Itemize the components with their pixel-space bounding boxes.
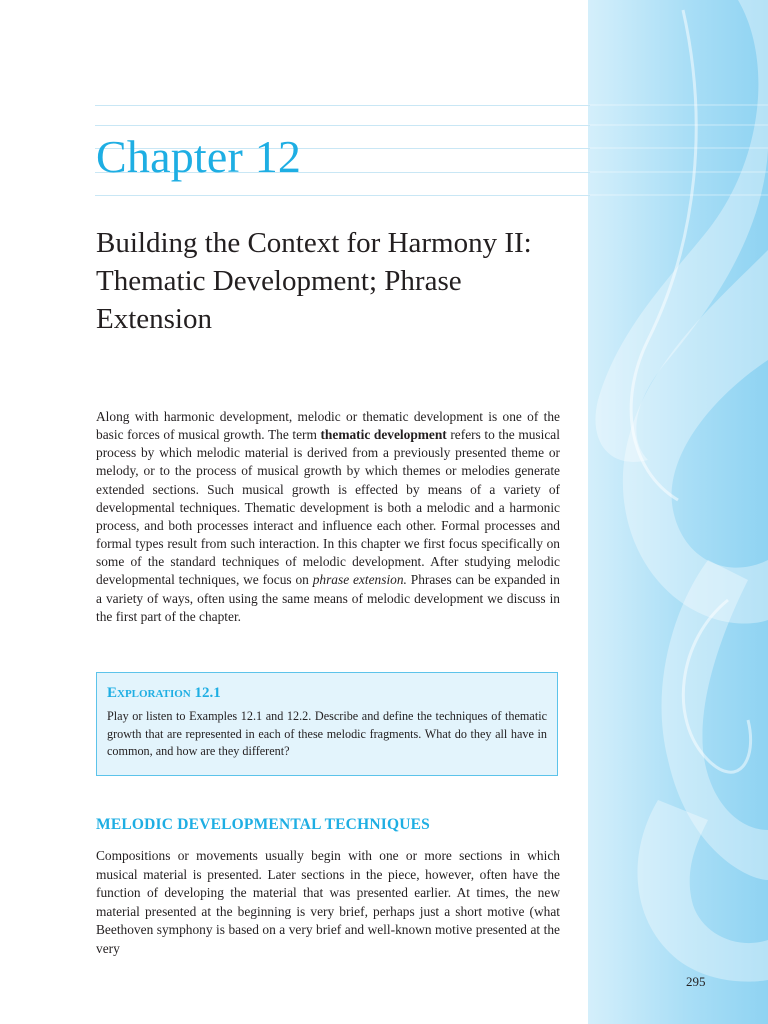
page-number: 295 [686,974,706,989]
key-term: thematic development [320,427,447,443]
treble-clef-graphic [588,0,768,1024]
intro-text-1: Along with harmonic development, melodic or thematic development is one of the basic forces of musical growth. The term [96,409,560,443]
exploration-number: 12.1 [194,685,221,701]
intro-paragraph [96,408,560,626]
chapter-title: Chapter 12 [96,131,302,182]
section-heading: MELODIC DEVELOPMENTAL TECHNIQUES [96,816,430,833]
exploration-box [96,672,558,776]
decorative-side-band [588,0,768,1024]
chapter-subtitle: Building the Context for Harmony II: Thematic Development; Phrase Extension [96,227,532,335]
intro-text-3: Phrases can be expanded in a variety of ways, often using the same means of melodic development we discuss in the first part of the chapter. [96,572,560,624]
section-paragraph: Compositions or movements usually begin with one or more sections in which musical material is presented. Later sections in the piece, however, often have the function of developing the material that was presented earlier. At times, the new material presented at the beginning is very brief, perhaps just a short motive (what Beethoven symphony is based on a very brief and well-known motive presented at the very [96,848,560,956]
intro-text-2: refers to the musical process by which melodic material is derived from a previously presented theme or melody, or to the process of musical growth by which themes or melodies generate extended sections. Such musical growth is effected by means of a variety of developmental techniques. Thematic development is both a melodic and a harmonic process, and both processes interact and influence each other. Formal processes and formal types result from such interaction. In this chapter we first focus specifically on some of the standard techniques of melodic development. After studying melodic developmental techniques, we focus on [96,427,560,588]
exploration-title [107,685,547,702]
exploration-text: Play or listen to Examples 12.1 and 12.2. Describe and define the techniques of thematic growth that are represented in each of these melodic fragments. What do they all have in common, and how are they different? [107,709,547,758]
exploration-label: Exploration [107,685,191,701]
emphasized-term: phrase extension. [312,572,407,588]
